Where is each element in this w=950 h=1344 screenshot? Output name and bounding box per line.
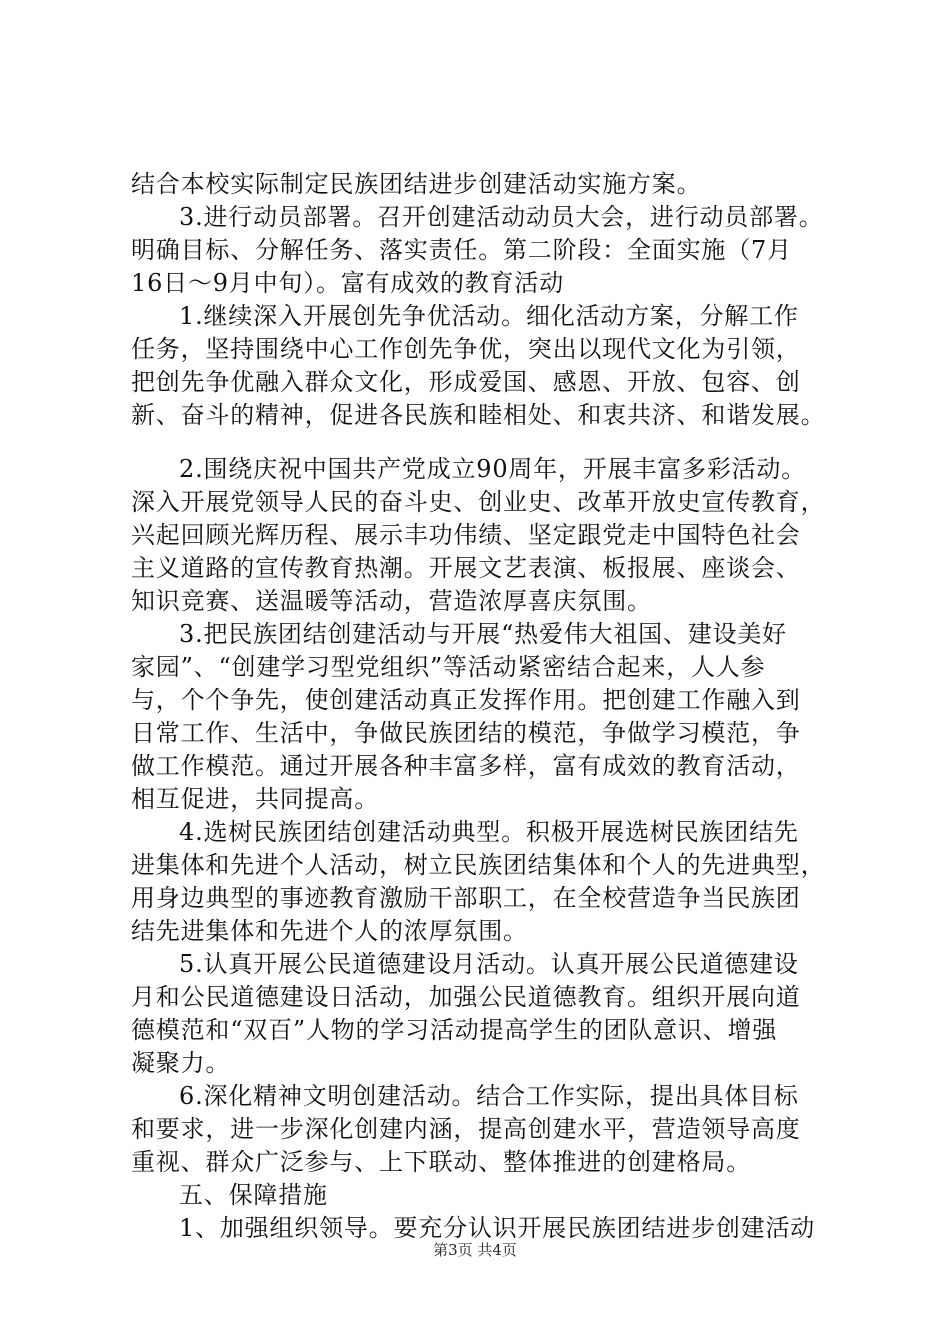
text-line: 明确目标、分解任务、落实责任。第二阶段：全面实施（7月 — [131, 236, 792, 264]
text-line: 月和公民道德建设日活动，加强公民道德教育。组织开展向道 — [131, 983, 801, 1011]
text-line: 3.进行动员部署。召开创建活动动员大会，进行动员部署。 — [179, 203, 824, 231]
text-line: 6.深化精神文明创建活动。结合工作实际，提出具体目标 — [179, 1082, 799, 1110]
text-line: 用身边典型的事迹教育激励干部职工，在全校营造争当民族团 — [131, 884, 801, 912]
text-line: 相互促进，共同提高。 — [131, 785, 379, 813]
text-line: 深入开展党领导人民的奋斗史、创业史、改革开放史宣传教育， — [131, 488, 826, 516]
text-line: 任务，坚持围绕中心工作创先争优，突出以现代文化为引领， — [131, 335, 801, 363]
text-line: 3.把民族团结创建活动与开展“热爱伟大祖国、建设美好 — [179, 620, 787, 648]
section-heading: 五、保障措施 — [179, 1181, 328, 1209]
text-line: 兴起回顾光辉历程、展示丰功伟绩、坚定跟党走中国特色社会 — [131, 521, 801, 549]
text-line: 凝聚力。 — [131, 1049, 231, 1077]
text-line: 新、奋斗的精神，促进各民族和睦相处、和衷共济、和谐发展。 — [131, 401, 826, 429]
text-line: 进集体和先进个人活动，树立民族团结集体和个人的先进典型， — [131, 851, 826, 879]
text-line: 把创先争优融入群众文化，形成爱国、感恩、开放、包容、创 — [131, 368, 801, 396]
text-line: 主义道路的宣传教育热潮。开展文艺表演、板报展、座谈会、 — [131, 554, 801, 582]
text-line: 1.继续深入开展创先争优活动。细化活动方案，分解工作 — [179, 302, 799, 330]
text-line: 16日～9月中旬）。富有成效的教育活动 — [131, 269, 565, 297]
text-line: 重视、群众广泛参与、上下联动、整体推进的创建格局。 — [131, 1148, 751, 1176]
text-line: 5.认真开展公民道德建设月活动。认真开展公民道德建设 — [179, 950, 799, 978]
text-line: 日常工作、生活中，争做民族团结的模范，争做学习模范，争 — [131, 719, 801, 747]
text-line: 结合本校实际制定民族团结进步创建活动实施方案。 — [131, 170, 702, 198]
text-line: 4.选树民族团结创建活动典型。积极开展选树民族团结先 — [179, 818, 799, 846]
text-line: 做工作模范。通过开展各种丰富多样，富有成效的教育活动， — [131, 752, 801, 780]
text-line: 知识竞赛、送温暖等活动，营造浓厚喜庆氛围。 — [131, 587, 652, 615]
text-line: 与，个个争先，使创建活动真正发挥作用。把创建工作融入到 — [131, 686, 801, 714]
text-line: 结先进集体和先进个人的浓厚氛围。 — [131, 917, 528, 945]
text-line: 2.围绕庆祝中国共产党成立90周年，开展丰富多彩活动。 — [179, 455, 807, 483]
text-line: 和要求，进一步深化创建内涵，提高创建水平，营造领导高度 — [131, 1115, 801, 1143]
text-line: 德模范和“双百”人物的学习活动提高学生的团队意识、增强 — [131, 1016, 778, 1044]
text-line: 家园”、“创建学习型党组织”等活动紧密结合起来，人人参 — [131, 653, 766, 681]
text-line: 1、加强组织领导。要充分认识开展民族团结进步创建活动 — [179, 1214, 816, 1242]
page-number: 第3页 共4页 — [433, 1241, 517, 1259]
